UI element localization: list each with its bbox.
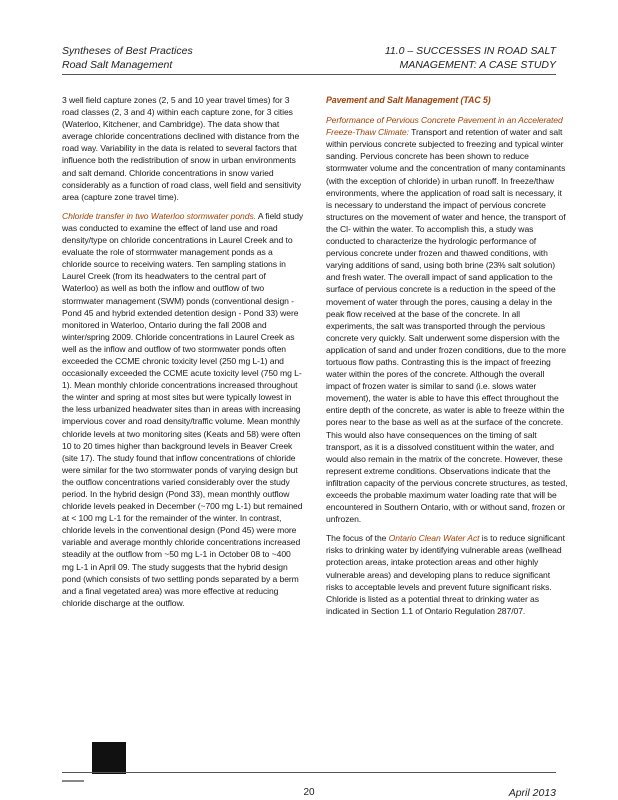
paragraph-lead-pervious-concrete: Performance of Pervious Concrete Pavement in an Accelerated Freeze-Thaw Climate:: [326, 115, 563, 138]
paragraph-body-pervious-concrete: Transport and retention of water and salt within pervious concrete subjected to freezing and typical winter sanding. Pervious concrete has been shown to reduce stormwater volume and the concentration of many contaminants (with the exception of chloride) in urban runoff. In freeze/thaw environments, where the application of road salt is necessary, it is necessary to understand the impact of pervious concrete structures on the movement of water and hence, the transport of the Cl- within the water. To accomplish this, a study was conducted to characterize the hydrologic performance of pervious concrete under frozen and thawed conditions, with varying additions of sand, using both brine (23% salt solution) and fresh water. The overall impact of sand application to the surface of pervious concrete is a reduction in the speed of the movement of water through the pores, causing a delay in the peak flow received at the base of the concrete. In all experiments, the salt was transported through the pervious concrete very quickly. Salt underwent some dispersion with the application of sand and under frozen conditions, due to the more tortuous flow paths. Contrasting this is the impact of freezing water within the pores of the concrete. Although the overall impact of frozen water is similar to sand (i.e. slows water movement), the water is able to have this effect throughout the entire depth of the concrete, as water is able to freeze within the pores near to the base as well as at the surface of the concrete. This would also have consequences on the timing of salt transport, as it is a dissolved constituent within the water, and would also remain in the matrix of the concrete. However, these represent extreme conditions. Observations indicate that the infiltration capacity of the pervious concrete structures, as tested, exceeds the probable maximum water loading rate that will be encountered in Southern Ontario, with or without sand, frozen or unfrozen.: [326, 127, 568, 525]
section-heading-pavement: Pavement and Salt Management (TAC 5): [326, 95, 491, 105]
paragraph-well-field: 3 well field capture zones (2, 5 and 10 year travel times) for 3 road classes (2, 3 and 4) within each capture zone, for 3 cities (Waterloo, Kitchener, and Cambridge). The data show that average chloride concentrations declined with distance from the road way. Variability in the data is related to several factors that influence both the redistribution of snow in urban environments and salt demand. Chloride concentrations in snow varied considerably as a function of road class, well field and sensitivity area (capture zone travel time).: [62, 95, 302, 202]
clean-water-act-title: Ontario Clean Water Act: [388, 533, 480, 544]
page-number: 20: [303, 787, 315, 798]
section-title-line1: 11.0 – SUCCESSES IN ROAD SALT: [384, 45, 556, 57]
section-title-line2: MANAGEMENT: A CASE STUDY: [399, 59, 556, 71]
right-column: [326, 94, 568, 624]
document-subtitle: Road Salt Management: [62, 59, 173, 71]
paragraph-body-chloride-transfer: A field study was conducted to examine the effect of land use and road density/type on chloride concentrations in Laurel Creek and to evaluate the role of stormwater management ponds as a chloride source to receiving waters. Ten sampling stations in Laurel Creek (from its headwaters to the central part of Waterloo) as well as both the inflow and outflow of two stormwater management (SWM) ponds (conventional design - Pond 45 and hybrid extended detention design - Pond 33) were monitored in Waterloo, Ontario during the fall 2008 and winter/spring 2009. Chloride concentrations in Laurel Creek as well as the inflow and outflow of two stormwater ponds often exceeded the CCME chronic toxicity level (250 mg L-1) and occasionally exceeded the CCME acute toxicity level (750 mg L-1). Mean monthly chloride concentrations increased throughout the winter and spring at most sites but were typically lowest in the less urbanized headwater sites than in areas with increasing impervious cover and road density/traffic volume. Mean monthly chloride levels at two monitoring sites (Keats and 58) were often 10 to 20 times higher than background levels in Beaver Creek (site 17). The study found that inflow concentrations of chloride were similar for the two stormwater ponds of varying design but the outflow concentrations varied considerably over the study period. In the hybrid design (Pond 33), mean monthly outflow chloride levels peaked in December (~700 mg L-1) but remained at < 100 mg L-1 for the remainder of the winter. In contrast, chloride levels in the conventional design (Pond 45) were more variable and average monthly chloride concentrations increased steadily at the outflow from ~50 mg L-1 in October 08 to ~400 mg L-1 in April 09. The study suggests that the hybrid design pond (which consists of two settling ponds separated by a berm and a final vegetated area) was more effective at reducing chloride discharge at the outflow.: [62, 210, 304, 608]
header-divider: [62, 74, 556, 75]
paragraph-chloride-transfer: [62, 210, 304, 609]
document-title: Syntheses of Best Practices: [62, 45, 193, 57]
paragraph-body-clean-water-act: is to reduce significant risks to drinking water by identifying vulnerable areas (wellhead protection areas, intake protection areas and other highly vulnerable areas) and developing plans to reduce significant risks to acceptable levels and prevent future significant risks. Chloride is listed as a potential threat to drinking water as indicated in Section 1.1 of Ontario Regulation 287/07.: [326, 533, 565, 616]
footer-mark: [62, 780, 84, 782]
paragraph-lead-chloride-transfer: Chloride transfer in two Waterloo stormwater ponds.: [62, 210, 256, 221]
header-left: [62, 44, 193, 72]
paragraph-pre-clean-water-act: The focus of the: [326, 533, 389, 544]
paragraph-pervious-concrete: [326, 114, 568, 525]
left-column: [62, 94, 304, 616]
footer-logo-block: [92, 742, 126, 774]
header-right: [385, 44, 556, 72]
publication-date: April 2013: [508, 787, 556, 799]
footer-divider: [62, 772, 556, 773]
paragraph-clean-water-act: [326, 532, 568, 617]
